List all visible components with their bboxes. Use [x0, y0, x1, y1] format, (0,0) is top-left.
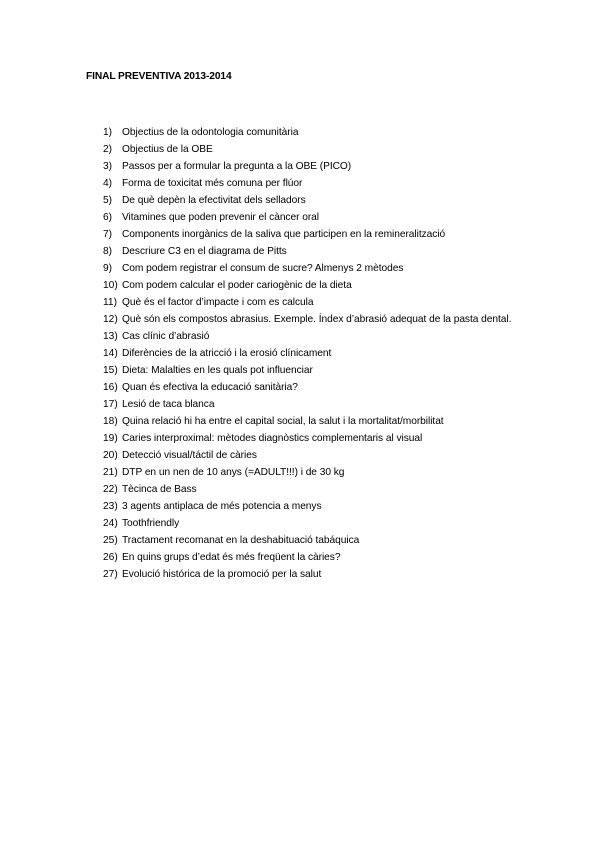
list-item: [0, 396, 600, 413]
list-item: [0, 192, 600, 209]
list-item: [0, 532, 600, 549]
question-number: 26): [103, 552, 118, 563]
question-text: 3 agents antiplaca de més potencia a menys: [122, 501, 322, 512]
list-item: [0, 430, 600, 447]
list-item: [0, 328, 600, 345]
list-item: [0, 124, 600, 141]
question-number: 13): [103, 331, 118, 342]
list-item: [0, 345, 600, 362]
question-number: 20): [103, 450, 118, 461]
question-text: De què depèn la efectivitat dels selladors: [122, 195, 306, 206]
question-text: Lesió de taca blanca: [122, 399, 215, 410]
list-item: [0, 294, 600, 311]
list-item: [0, 277, 600, 294]
list-item: [0, 549, 600, 566]
question-number: 9): [103, 263, 113, 274]
question-number: 25): [103, 535, 118, 546]
question-text: Caries interproximal: mètodes diagnòstics complementaris al visual: [122, 433, 423, 444]
question-text: Objectius de la OBE: [122, 144, 213, 155]
question-number: 21): [103, 467, 118, 478]
question-number: 6): [103, 212, 113, 223]
question-number: 18): [103, 416, 118, 427]
question-text: Tractament recomanat en la deshabituació tabáquica: [122, 535, 360, 546]
list-item: [0, 413, 600, 430]
list-item: [0, 447, 600, 464]
question-number: 2): [103, 144, 113, 155]
question-list: [0, 124, 600, 583]
question-text: Diferències de la atricció i la erosió clínicament: [122, 348, 332, 359]
question-text: Passos per a formular la pregunta a la OBE (PICO): [122, 161, 352, 172]
question-text: Què són els compostos abrasius. Exemple. Índex d’abrasió adequat de la pasta dental.: [122, 314, 512, 325]
list-item: [0, 209, 600, 226]
list-item: [0, 158, 600, 175]
question-number: 19): [103, 433, 118, 444]
question-number: 14): [103, 348, 118, 359]
question-number: 1): [103, 127, 113, 138]
question-text: Quina relació hi ha entre el capital social, la salut i la mortalitat/morbilitat: [122, 416, 444, 427]
list-item: [0, 226, 600, 243]
question-text: En quins grups d’edat és més freqüent la càries?: [122, 552, 341, 563]
question-text: Descriure C3 en el diagrama de Pitts: [122, 246, 287, 257]
question-number: 8): [103, 246, 113, 257]
list-item: [0, 362, 600, 379]
list-item: [0, 464, 600, 481]
question-number: 22): [103, 484, 118, 495]
list-item: [0, 379, 600, 396]
question-number: 24): [103, 518, 118, 529]
question-number: 23): [103, 501, 118, 512]
question-text: Dieta: Malalties en les quals pot influenciar: [122, 365, 313, 376]
list-item: [0, 175, 600, 192]
list-item: [0, 481, 600, 498]
list-item: [0, 515, 600, 532]
question-number: 27): [103, 569, 118, 580]
question-text: Quan és efectiva la educació sanitària?: [122, 382, 298, 393]
question-number: 12): [103, 314, 118, 325]
question-number: 15): [103, 365, 118, 376]
question-number: 10): [103, 280, 118, 291]
question-text: Com podem calcular el poder cariogènic de la dieta: [122, 280, 352, 291]
question-text: Què és el factor d’impacte i com es calcula: [122, 297, 314, 308]
question-text: Vitamines que poden prevenir el càncer oral: [122, 212, 320, 223]
list-item: [0, 566, 600, 583]
question-text: Forma de toxicitat més comuna per flúor: [122, 178, 303, 189]
list-item: [0, 311, 600, 328]
question-number: 11): [103, 297, 117, 308]
question-text: DTP en un nen de 10 anys (=ADULT!!!) i de 30 kg: [122, 467, 345, 478]
question-text: Objectius de la odontologia comunitària: [122, 127, 299, 138]
question-number: 4): [103, 178, 113, 189]
question-number: 7): [103, 229, 113, 240]
question-text: Tècinca de Bass: [122, 484, 197, 495]
question-number: 17): [103, 399, 118, 410]
question-text: Components inorgànics de la saliva que participen en la remineralització: [122, 229, 446, 240]
question-number: 5): [103, 195, 113, 206]
question-text: Detecció visual/táctil de càries: [122, 450, 257, 461]
question-text: Evolució histórica de la promoció per la salut: [122, 569, 322, 580]
document-title: FINAL PREVENTIVA 2013-2014: [86, 71, 232, 82]
question-text: Toothfriendly: [122, 518, 180, 529]
list-item: [0, 141, 600, 158]
question-number: 3): [103, 161, 113, 172]
list-item: [0, 260, 600, 277]
question-text: Com podem registrar el consum de sucre? Almenys 2 mètodes: [122, 263, 404, 274]
question-text: Cas clínic d’abrasió: [122, 331, 210, 342]
list-item: [0, 243, 600, 260]
question-number: 16): [103, 382, 118, 393]
list-item: [0, 498, 600, 515]
